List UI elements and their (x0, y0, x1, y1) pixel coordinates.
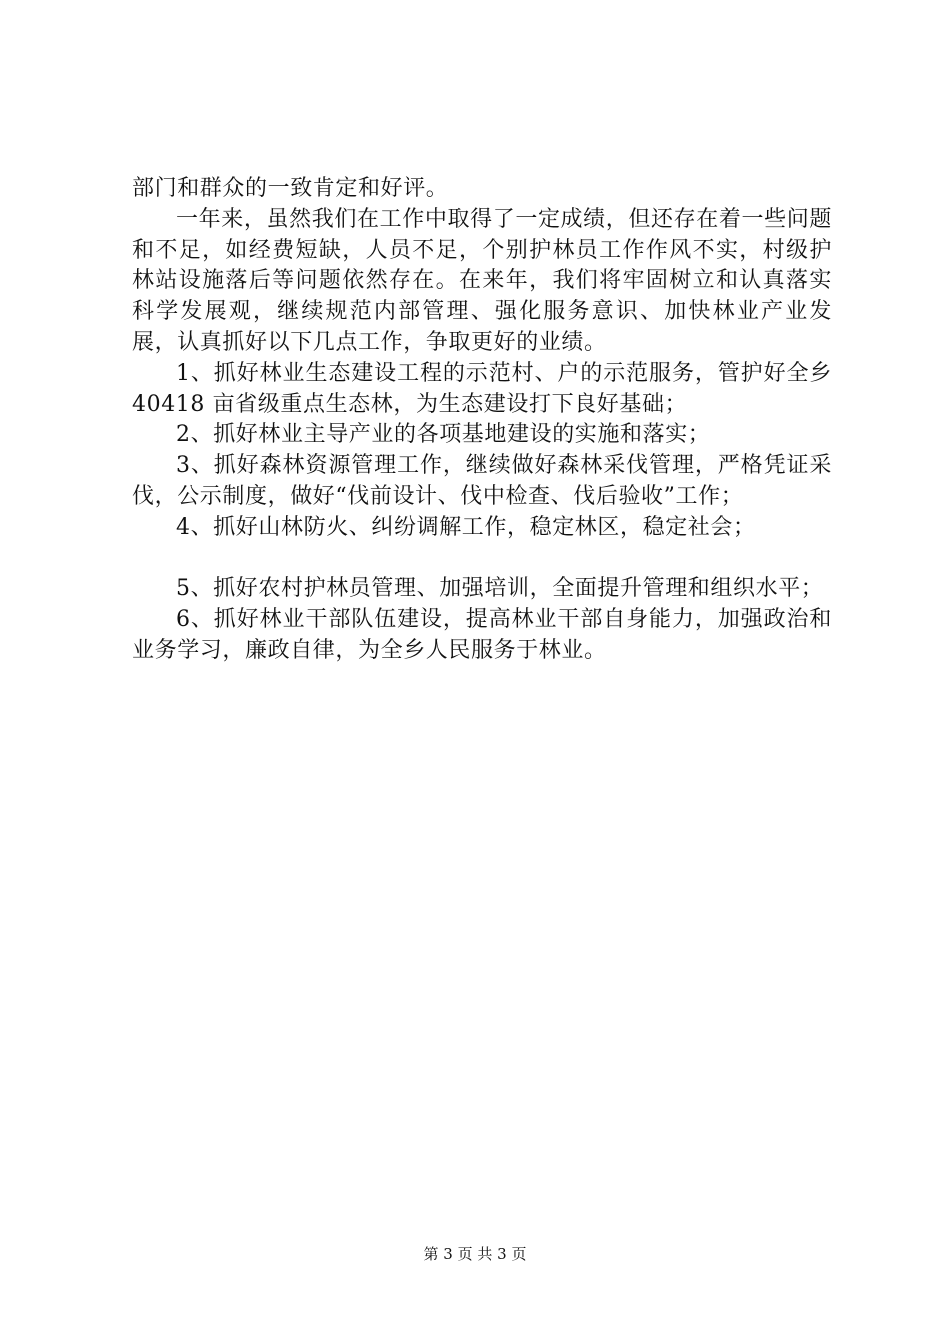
list-item-4: 4、抓好山林防火、纠纷调解工作，稳定林区，稳定社会； (176, 514, 756, 540)
document-body (132, 174, 832, 667)
blank-line (132, 544, 832, 575)
list-item-3: 3、抓好森林资源管理工作，继续做好森林采伐管理，严格凭证采伐，公示制度，做好“伐前设计、伐中检查、伐后验收”工作； (132, 453, 832, 509)
page-footer: 第 3 页 共 3 页 (423, 1245, 527, 1263)
list-item-1: 1、抓好林业生态建设工程的示范村、户的示范服务，管护好全乡 40418 亩省级重点生态林，为生态建设打下良好基础； (132, 360, 832, 417)
list-item-5: 5、抓好农村护林员管理、加强培训，全面提升管理和组织水平； (176, 576, 824, 602)
paragraph-summary: 一年来，虽然我们在工作中取得了一定成绩，但还存在着一些问题和不足，如经费短缺，人员不足，个别护林员工作作风不实，村级护林站设施落后等问题依然存在。在来年，我们将牢固树立和认真落实科学发展观，继续规范内部管理、强化服务意识、加快林业产业发展，认真抓好以下几点工作，争取更好的业绩。 (132, 206, 832, 355)
list-item-2: 2、抓好林业主导产业的各项基地建设的实施和落实； (176, 422, 711, 448)
paragraph-continuation: 部门和群众的一致肯定和好评。 (132, 176, 449, 201)
list-item-6: 6、抓好林业干部队伍建设，提高林业干部自身能力，加强政治和业务学习，廉政自律，为全乡人民服务于林业。 (132, 607, 832, 663)
